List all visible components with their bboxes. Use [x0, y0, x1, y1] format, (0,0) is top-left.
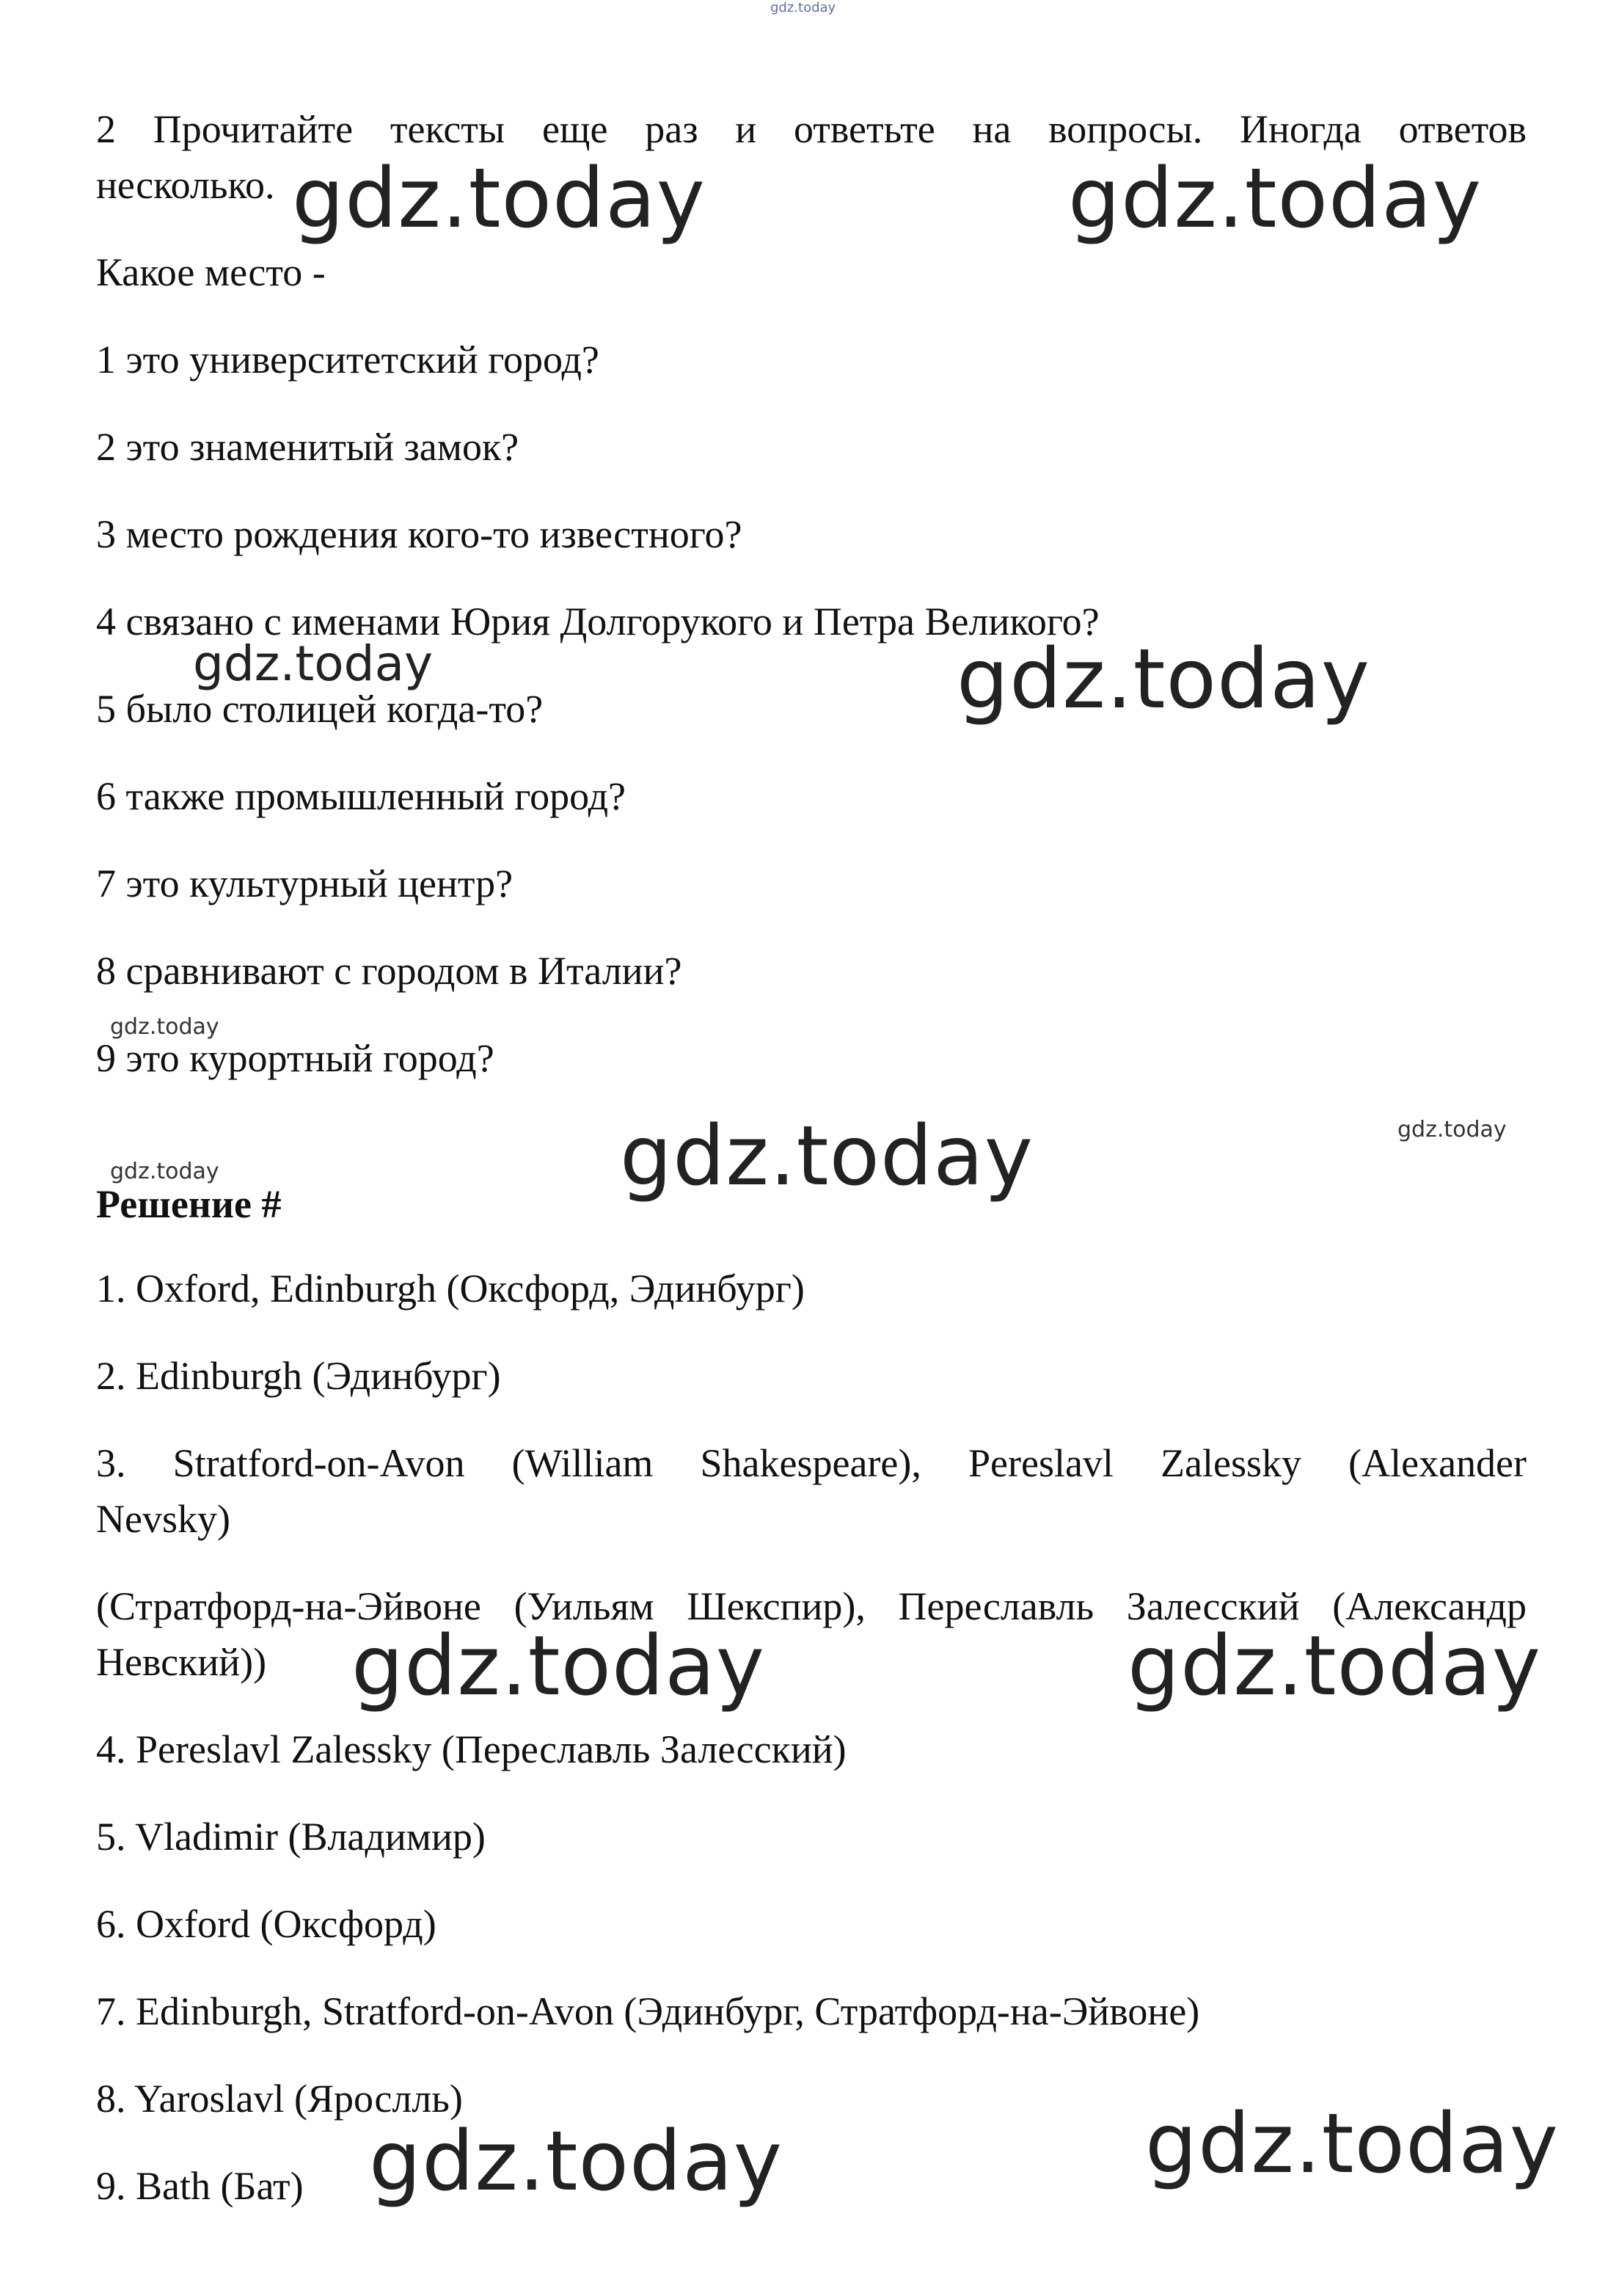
question-8: 8 сравнивают с городом в Италии? — [96, 949, 682, 993]
question-3: 3 место рождения кого-то известного? — [96, 512, 742, 556]
question-5: 5 было столицей когда-то? — [96, 687, 544, 731]
solution-heading: Решение # — [96, 1182, 282, 1226]
answer-4: 4. Pereslavl Zalessky (Переславль Залесский) — [96, 1727, 847, 1771]
task-instruction-line1: 2 Прочитайте тексты еще раз и ответьте на вопросы. Иногда ответов — [96, 107, 1527, 151]
watermark: gdz.today — [1068, 151, 1483, 247]
question-4: 4 связано с именами Юрия Долгорукого и Петра Великого? — [96, 599, 1100, 644]
watermark: gdz.today — [1397, 1117, 1507, 1142]
watermark: gdz.today — [369, 2114, 783, 2209]
watermark: gdz.today — [1145, 2096, 1560, 2192]
answer-2: 2. Edinburgh (Эдинбург) — [96, 1354, 501, 1398]
answer-3-line2: Nevsky) — [96, 1497, 230, 1541]
question-9: 9 это курортный город? — [96, 1036, 494, 1080]
watermark: gdz.today — [1128, 1619, 1542, 1714]
watermark: gdz.today — [110, 1014, 219, 1040]
answer-6: 6. Oxford (Оксфорд) — [96, 1902, 436, 1946]
answer-3-russian-line1: (Стратфорд-на-Эйвоне (Уильям Шекспир), Переславль Залесский (Александр — [96, 1584, 1527, 1628]
answer-7: 7. Edinburgh, Stratford-on-Avon (Эдинбург, Стратфорд-на-Эйвоне) — [96, 1989, 1200, 2033]
answer-3-russian-line2: Невский)) — [96, 1640, 267, 1684]
answer-3-line1: 3. Stratford-on-Avon (William Shakespeare), Pereslavl Zalessky (Alexander — [96, 1441, 1527, 1485]
watermark: gdz.today — [351, 1619, 766, 1714]
answer-9: 9. Bath (Бат) — [96, 2164, 304, 2208]
question-1: 1 это университетский город? — [96, 338, 599, 382]
answer-1: 1. Oxford, Edinburgh (Оксфорд, Эдинбург) — [96, 1267, 805, 1311]
watermark: gdz.today — [110, 1159, 219, 1184]
answer-5: 5. Vladimir (Владимир) — [96, 1815, 486, 1859]
watermark: gdz.today — [292, 151, 706, 247]
answer-8: 8. Yaroslavl (Ярослль) — [96, 2077, 463, 2121]
question-7: 7 это культурный центр? — [96, 861, 514, 905]
watermark: gdz.today — [620, 1109, 1034, 1204]
task-instruction-line2: несколько. — [96, 163, 275, 207]
watermark: gdz.today — [957, 632, 1371, 727]
watermark: gdz.today — [193, 635, 434, 692]
task-prompt: Какое место - — [96, 250, 326, 294]
question-6: 6 также промышленный город? — [96, 774, 626, 818]
watermark-top: gdz.today — [770, 0, 836, 15]
question-2: 2 это знаменитый замок? — [96, 425, 519, 469]
